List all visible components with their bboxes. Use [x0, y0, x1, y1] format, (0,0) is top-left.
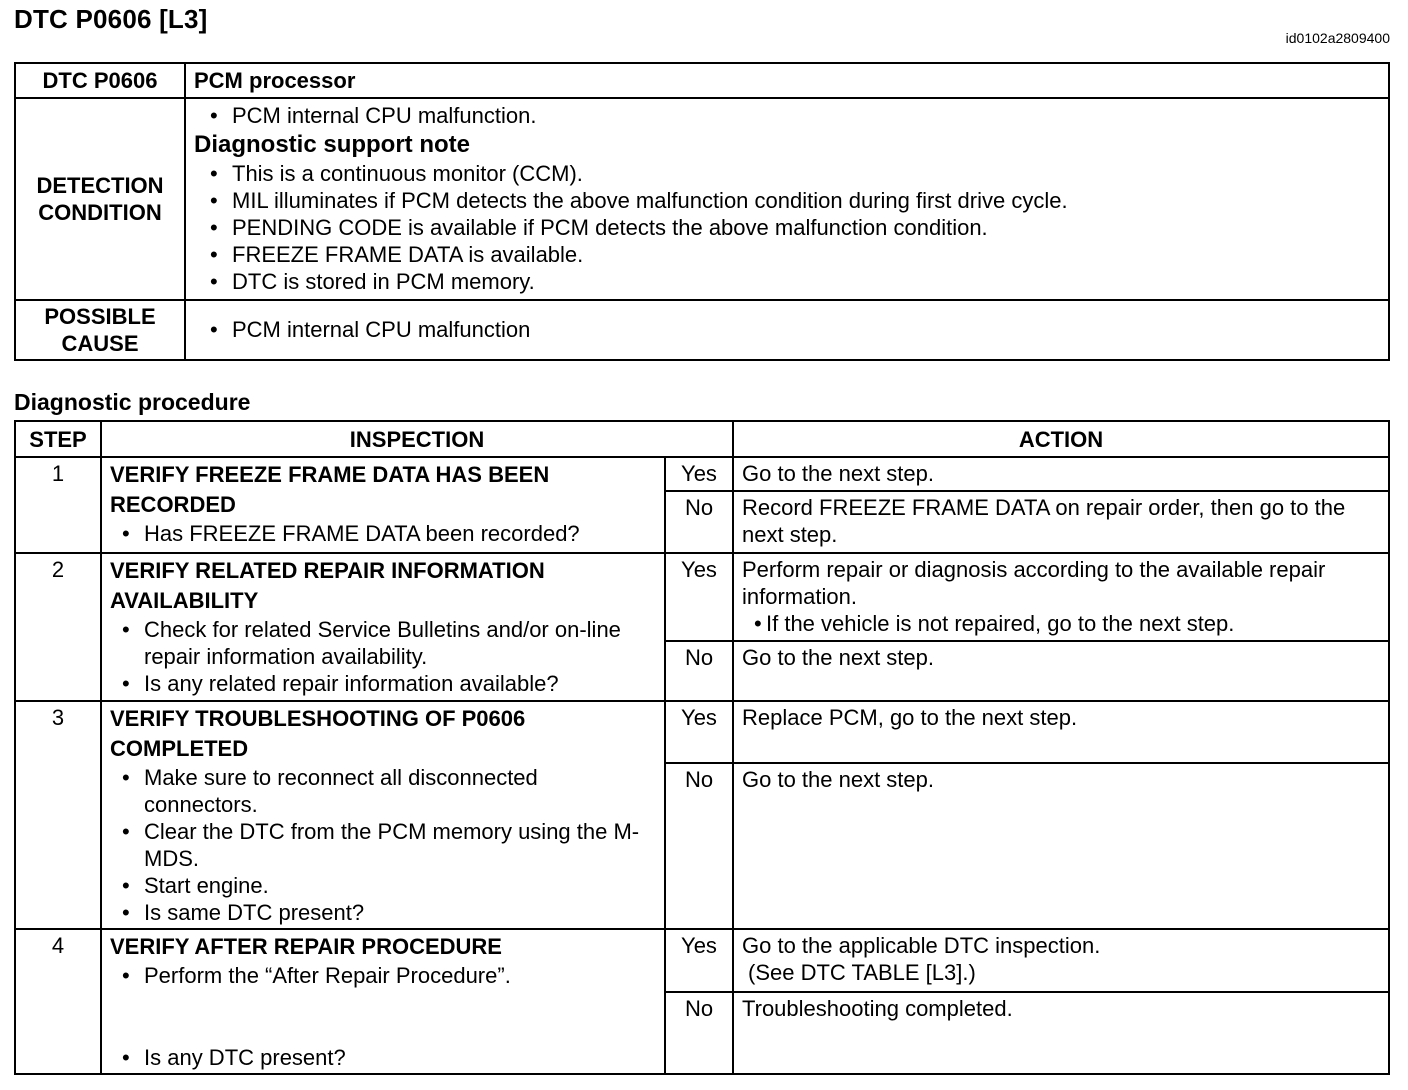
column-header-step: STEP: [15, 421, 101, 457]
possible-cause-label: POSSIBLE CAUSE: [15, 300, 185, 360]
no-label: No: [665, 641, 733, 701]
inspection-item: • Perform the “After Repair Procedure”.: [110, 962, 656, 989]
no-label: No: [665, 763, 733, 929]
no-action: Go to the next step.: [733, 641, 1389, 701]
step-number: 3: [15, 701, 101, 929]
yes-label: Yes: [665, 929, 733, 992]
document-id: id0102a2809400: [1285, 30, 1390, 46]
dtc-code-description: PCM processor: [185, 63, 1389, 98]
step-title: VERIFY TROUBLESHOOTING OF P0606 COMPLETED: [110, 706, 526, 761]
detection-item: • PCM internal CPU malfunction.: [198, 102, 1382, 129]
inspection-item: • Is any related repair information available?: [110, 670, 656, 697]
section-heading: Diagnostic procedure: [14, 389, 251, 415]
dtc-info-table: [14, 62, 1390, 361]
step-number: 2: [15, 553, 101, 701]
yes-label: Yes: [665, 701, 733, 763]
yes-action-cell: [733, 553, 1389, 641]
step-inspection: [101, 457, 665, 553]
detection-condition-label: DETECTION CONDITION: [15, 98, 185, 300]
inspection-item: • Make sure to reconnect all disconnected connectors.: [110, 764, 656, 818]
yes-action: Perform repair or diagnosis according to the available repair information.: [742, 557, 1326, 609]
step-inspection: [101, 929, 665, 1074]
possible-cause-content: [185, 300, 1389, 360]
yes-label: Yes: [665, 553, 733, 641]
no-label: No: [665, 491, 733, 553]
dtc-code-label: DTC P0606: [15, 63, 185, 98]
step-number: 4: [15, 929, 101, 1074]
support-note-item: • MIL illuminates if PCM detects the above malfunction condition during first drive cycle.: [198, 187, 1382, 214]
diagnostic-procedure-table: [14, 420, 1390, 1075]
yes-action: Replace PCM, go to the next step.: [733, 701, 1389, 763]
inspection-item: • Check for related Service Bulletins and/or on-line repair information availability.: [110, 616, 656, 670]
yes-action: Go to the next step.: [733, 457, 1389, 491]
no-action: Troubleshooting completed.: [733, 992, 1389, 1074]
column-header-inspection: INSPECTION: [101, 421, 733, 457]
column-header-action: ACTION: [733, 421, 1389, 457]
support-note-item: • FREEZE FRAME DATA is available.: [198, 241, 1382, 268]
step-inspection: [101, 553, 665, 701]
step-inspection: [101, 701, 665, 929]
inspection-item: • Is same DTC present?: [110, 899, 656, 926]
step-title: VERIFY RELATED REPAIR INFORMATION AVAILABILITY: [110, 558, 545, 613]
support-note-item: • This is a continuous monitor (CCM).: [198, 160, 1382, 187]
no-label: No: [665, 992, 733, 1074]
step-number: 1: [15, 457, 101, 553]
inspection-item: • Start engine.: [110, 872, 656, 899]
inspection-item: • Is any DTC present?: [110, 1044, 656, 1071]
step-title: VERIFY AFTER REPAIR PROCEDURE: [110, 934, 502, 959]
step-title: VERIFY FREEZE FRAME DATA HAS BEEN RECORDED: [110, 462, 550, 517]
cause-item: • PCM internal CPU malfunction: [198, 316, 1382, 343]
action-sub-item: • If the vehicle is not repaired, go to the next step.: [742, 610, 1380, 637]
yes-label: Yes: [665, 457, 733, 491]
inspection-item: • Clear the DTC from the PCM memory using the M-MDS.: [110, 818, 656, 872]
yes-action: Go to the applicable DTC inspection.: [742, 933, 1101, 958]
support-note-heading: Diagnostic support note: [194, 131, 470, 158]
no-action: Go to the next step.: [733, 763, 1389, 929]
support-note-item: • PENDING CODE is available if PCM detects the above malfunction condition.: [198, 214, 1382, 241]
no-action: Record FREEZE FRAME DATA on repair order, then go to the next step.: [733, 491, 1389, 553]
yes-action-cell: [733, 929, 1389, 992]
inspection-item: • Has FREEZE FRAME DATA been recorded?: [110, 520, 656, 547]
detection-condition-content: [185, 98, 1389, 300]
support-note-item: • DTC is stored in PCM memory.: [198, 268, 1382, 295]
dtc-table-reference[interactable]: (See DTC TABLE [L3].): [748, 960, 976, 985]
page-title: DTC P0606 [L3]: [14, 4, 208, 34]
